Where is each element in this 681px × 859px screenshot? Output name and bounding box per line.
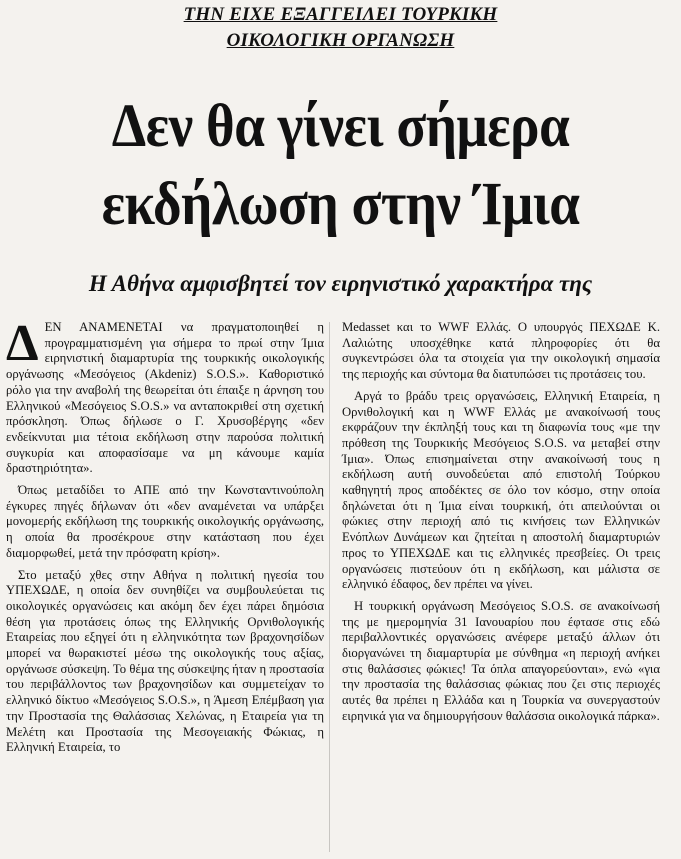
article-column-left: [6, 315, 324, 762]
drop-cap: Δ: [6, 315, 39, 372]
article-paragraph: Αργά το βράδυ τρεις οργανώσεις, Ελληνική Εταιρεία, η Ορνιθολογική και η WWF Ελλάς με ανακοίνωσή τους εκφράζουν την έκπληξή τους και τη διαφωνία τους «με την πρόθεση της Τουρκικής Μεσόγειος S.O.S. να μεταβεί στην Ίμια». Όπως επισημαίνεται στην ανακοίνωσή τους η εκδήλωση αυτή συνοδεύεται από επιστολή Τούρκου καθηγητή προς αποδέκτες σε όλο τον κόσμο, στην οποία δηλώνεται ότι η Ίμια είναι τουρκική, ότι απειλούνται οι φώκιες στην περιοχή από τις κινήσεις των Ελληνικών Ενόπλων Δυνάμεων και ζητείται η αποστολή διαμαρτυριών προς το ΥΠΕΧΩΔΕ και τις ελληνικές πρεσβείες. Οι τρεις οργανώσεις πιστεύουν ότι η εκδήλωση, και μάλιστα σε ελληνικό έδαφος, δεν πρέπει να γίνει.: [342, 388, 660, 592]
article-paragraph: Η τουρκική οργάνωση Μεσόγειος S.O.S. σε ανακοίνωσή της με ημερομηνία 31 Ιανουαρίου που έφτασε στις εδώ περιβαλλοντικές οργανώσεις ανέφερε μεταξύ άλλων ότι διοργανώνει τη διαμαρτυρία με σύνθημα «η περιοχή ανήκει στις θαλάσσιες φώκιες! Τα όπλα απαγορεύονται», ενώ «για την προστασία της θαλάσσιας φώκιας που ζει στις περιοχές αυτές θα πρέπει η Ελλάδα και η Τουρκία να συνεργαστούν ειρηνικά για να δημιουργήσουν θαλάσσια οικολογικά πάρκα».: [342, 598, 660, 723]
headline-line-1: Δεν θα γίνει σήμερα: [111, 91, 570, 160]
kicker-line-1: ΤΗΝ ΕΙΧΕ ΕΞΑΓΓΕΙΛΕΙ ΤΟΥΡΚΙΚΗ: [183, 4, 498, 25]
article-column-right: [342, 320, 660, 731]
headline-line-2: εκδήλωση στην Ίμια: [101, 169, 580, 238]
kicker-line-2: ΟΙΚΟΛΟΓΙΚΗ ΟΡΓΑΝΩΣΗ: [226, 30, 455, 51]
subtitle: Η Αθήνα αμφισβητεί τον ειρηνιστικό χαρακτήρα της: [88, 271, 593, 296]
article-paragraph: Στο μεταξύ χθες στην Αθήνα η πολιτική ηγεσία του ΥΠΕΧΩΔΕ, η οποία δεν συνηθίζει να συμβουλεύεται τις οικολογικές οργανώσεις και ακόμη δεν έχει πάρει δημόσια θέση για προτάσεις όπως της Ελληνικής Ορνιθολογικής Εταιρείας που εξηγεί ότι η ελληνικότητα των βραχονησίδων μπορεί να θωρακιστεί μέσω της οικολογικής τους αξίας, οργάνωσε σύσκεψη. Το θέμα της σύσκεψης ήταν η προστασία του περιβάλλοντος των βραχονησίδων και συμμετείχαν το ελληνικό δίκτυο «Μεσόγειος S.O.S.», η Άμεση Επέμβαση για την Προστασία της Θαλάσσιας Χελώνας, η Εταιρεία για τη Μελέτη και Προστασία της Μεσογειακής Φώκιας, η Ελληνική Εταιρεία, το: [6, 567, 324, 755]
column-divider: [329, 322, 330, 852]
article-paragraph: Όπως μεταδίδει το ΑΠΕ από την Κωνσταντινούπολη έγκυρες πηγές δήλωναν ότι «δεν αναμένεται να υπάρξει μονομερής εκδήλωση της τουρκικής οικολογικής οργάνωσης, η οποία θα προσέκρουε στην κατάσταση που έχει διαμορφωθεί, μετά την πρόσφατη κρίση».: [6, 483, 324, 560]
article-paragraph-text: ΕΝ ΑΝΑΜΕΝΕΤΑΙ να πραγματοποιηθεί η προγραμματισμένη για σήμερα το πρωί στην Ίμια ειρηνιστική διαμαρτυρία της τουρκικής οικολογικής οργάνωσης «Μεσόγειος (Akdeniz) S.O.S.». Καθοριστικό ρόλο για την αναβολή της θεωρείται ότι έπαιξε η άρνηση του Ελληνικού «Μεσόγειος S.O.S.» να ανταποκριθεί στη σχετική πρόσκληση. Όπως δήλωσε ο Γ. Χρυσοβέργης «δεν ενδείκνυται μια τέτοια εκδήλωση στην παρούσα πολιτική συγκυρία και αποφασίσαμε να μη κάνουμε καμία δραστηριότητα».: [6, 320, 324, 476]
article-paragraph: Medasset και το WWF Ελλάς. Ο υπουργός ΠΕΧΩΔΕ Κ. Λαλιώτης υποσχέθηκε κατά πληροφορίες ότι θα συγκεντρώσει όλα τα στοιχεία για την οικολογική σημασία της περιοχής και σύντομα θα διατυπώσει τις προτάσεις του.: [342, 320, 660, 382]
article-paragraph: [6, 315, 324, 477]
